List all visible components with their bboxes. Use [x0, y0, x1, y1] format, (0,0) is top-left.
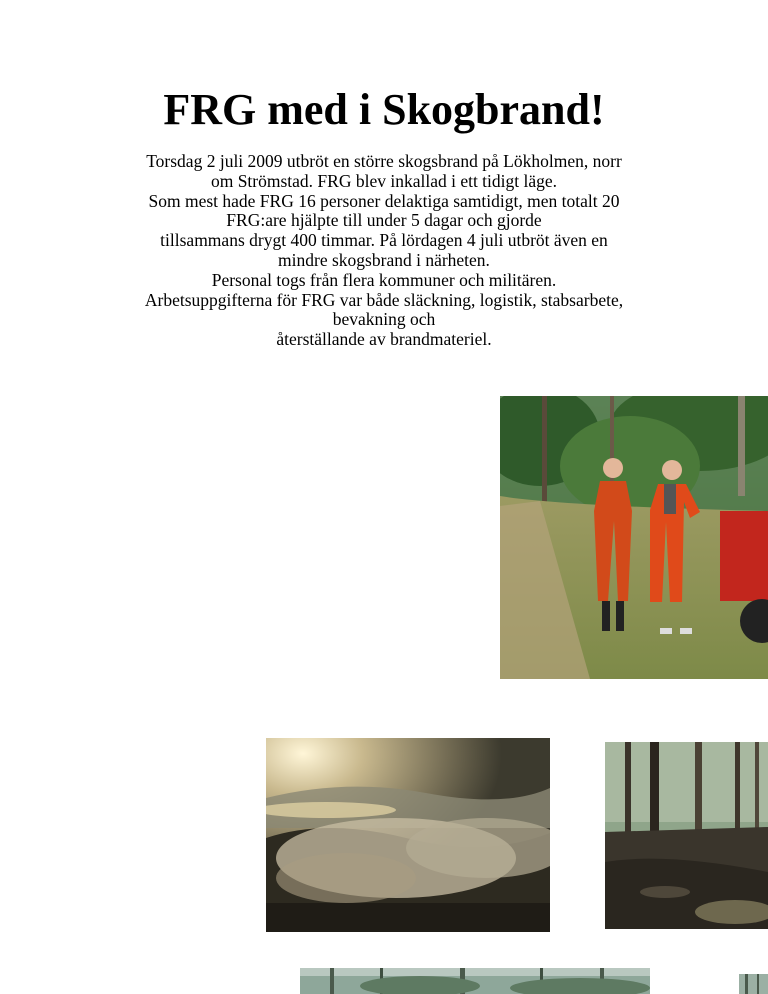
- body-line: Arbetsuppgifterna för FRG var både släckning, logistik, stabsarbete,: [144, 289, 624, 310]
- photo-corner-partial: [739, 974, 768, 994]
- body-line: mindre skogsbrand i närheten.: [278, 249, 490, 270]
- firefighters-photo: [500, 396, 768, 679]
- body-line: Personal togs från flera kommuner och militären.: [211, 269, 557, 290]
- article-body: [84, 152, 684, 350]
- body-line: Som mest hade FRG 16 personer delaktiga samtidigt, men totalt 20: [148, 190, 620, 211]
- smoke-landscape-photo: [266, 738, 550, 932]
- body-line: Torsdag 2 juli 2009 utbröt en större skogsbrand på Lökholmen, norr: [146, 151, 622, 171]
- body-line: FRG:are hjälpte till under 5 dagar och gjorde: [226, 210, 542, 231]
- forest-photo-partial: [300, 968, 650, 994]
- burnt-forest-photo: [605, 742, 768, 929]
- body-line: om Strömstad. FRG blev inkallad i ett tidigt läge.: [210, 170, 558, 191]
- page-title: FRG med i Skogbrand!: [163, 85, 605, 134]
- body-line: återställande av brandmateriel.: [276, 329, 492, 350]
- body-line: tillsammans drygt 400 timmar. På lördagen 4 juli utbröt även en: [160, 230, 608, 251]
- body-line: bevakning och: [332, 309, 436, 330]
